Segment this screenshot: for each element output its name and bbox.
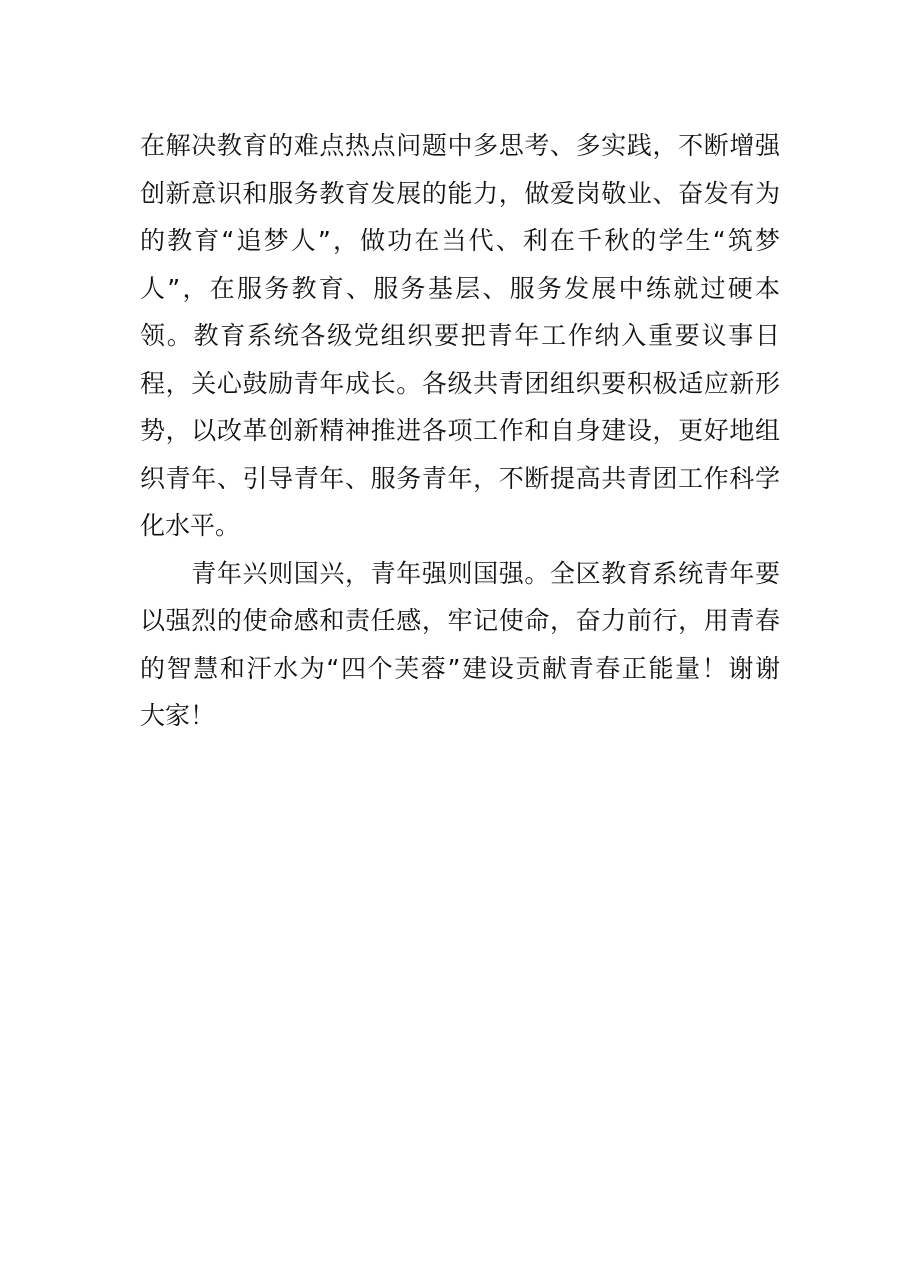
text-line: 大家！	[140, 701, 216, 730]
body-text	[140, 122, 780, 740]
text-line: 在解决教育的难点热点问题中多思考、多实践，不断增强	[140, 131, 780, 160]
text-line: 以强烈的使命感和责任感，牢记使命，奋力前行，用青春	[140, 606, 780, 635]
paragraph-1	[140, 122, 780, 550]
text-line: 创新意识和服务教育发展的能力，做爱岗敬业、奋发有为	[140, 178, 780, 208]
text-line: 势，以改革创新精神推进各项工作和自身建设，更好地组	[140, 416, 780, 445]
text-line: 程，关心鼓励青年成长。各级共青团组织要积极适应新形	[140, 368, 780, 398]
text-line: 织青年、引导青年、服务青年，不断提高共青团工作科学	[140, 463, 780, 493]
text-line: 青年兴则国兴，青年强则国强。全区教育系统青年要	[140, 558, 780, 588]
text-line: 的智慧和汗水为“四个芙蓉”建设贡献青春正能量！谢谢	[140, 653, 780, 683]
text-line: 化水平。	[140, 511, 241, 540]
text-line: 领。教育系统各级党组织要把青年工作纳入重要议事日	[140, 321, 780, 350]
text-line: 的教育“追梦人”，做功在当代、利在千秋的学生“筑梦	[140, 226, 780, 255]
paragraph-2	[140, 550, 780, 740]
text-line: 人”，在服务教育、服务基层、服务发展中练就过硬本	[140, 273, 780, 303]
